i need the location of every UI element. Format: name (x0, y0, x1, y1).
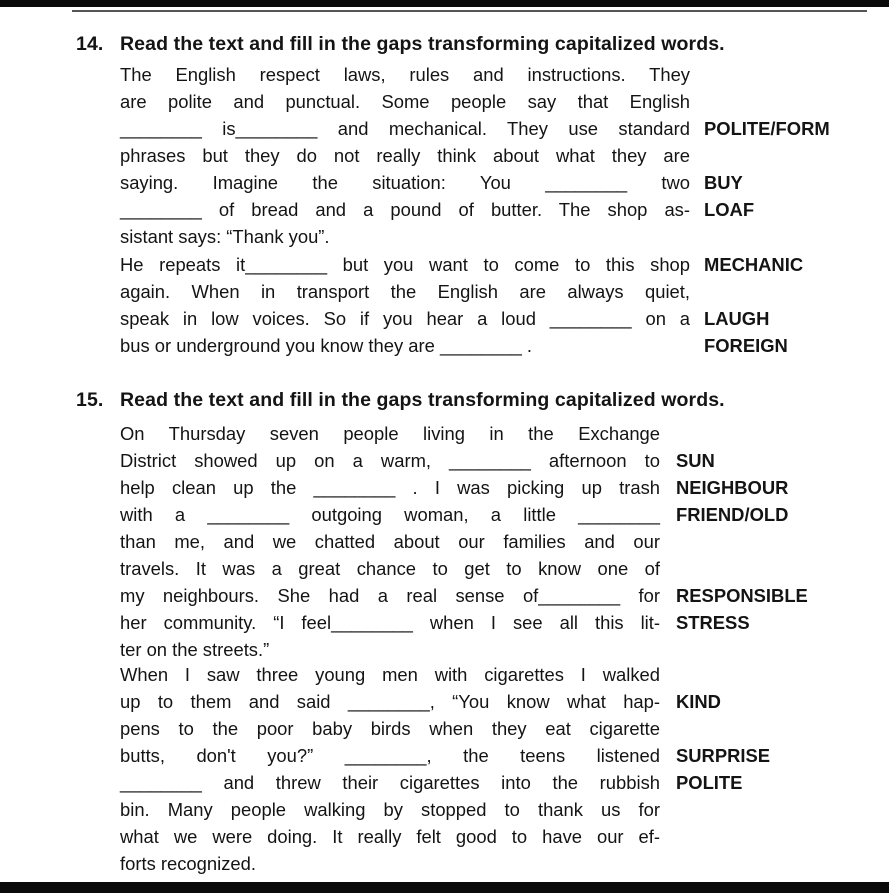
ex15-line: ter on the streets.” (120, 639, 270, 660)
ex15-keyword: STRESS (676, 612, 750, 633)
ex14-keyword: BUY (704, 172, 743, 193)
exercise-14-instruction: Read the text and fill in the gaps transforming capitalized words. (120, 33, 725, 55)
ex15-line: help clean up the ________ . I was picking up trash (120, 477, 660, 498)
ex15-keyword: FRIEND/OLD (676, 504, 789, 525)
ex15-line: ________ and threw their cigarettes into the rubbish (120, 772, 660, 793)
ex15-line: what we were doing. It really felt good to have our ef- (120, 826, 660, 847)
ex15-keyword: RESPONSIBLE (676, 585, 808, 606)
ex14-line: ________ is________ and mechanical. They use standard (120, 118, 690, 139)
ex15-line: butts, don't you?” ________, the teens listened (120, 745, 660, 766)
ex15-keyword: SUN (676, 450, 715, 471)
ex14-line: saying. Imagine the situation: You ________ two (120, 172, 690, 193)
ex15-line: than me, and we chatted about our families and our (120, 531, 660, 552)
ex15-line: with a ________ outgoing woman, a little ________ (120, 504, 660, 525)
ex14-line: again. When in transport the English are always quiet, (120, 281, 690, 302)
ex14-line: sistant says: “Thank you”. (120, 226, 330, 247)
ex15-line: up to them and said ________, “You know what hap- (120, 691, 660, 712)
ex15-line: her community. “I feel________ when I see all this lit- (120, 612, 660, 633)
ex15-line: forts recognized. (120, 853, 256, 874)
ex15-line: my neighbours. She had a real sense of________ for (120, 585, 660, 606)
ex15-keyword: POLITE (676, 772, 743, 793)
ex14-line: bus or underground you know they are ________ . (120, 335, 533, 356)
ex15-line: On Thursday seven people living in the Exchange (120, 423, 660, 444)
ex15-line: When I saw three young men with cigarettes I walked (120, 664, 660, 685)
exercise-14-heading (76, 33, 725, 56)
ex15-keyword: SURPRISE (676, 745, 771, 766)
ex15-line: bin. Many people walking by stopped to thank us for (120, 799, 660, 820)
ex15-line: pens to the poor baby birds when they eat cigarette (120, 718, 660, 739)
top-border (0, 0, 889, 7)
ex14-keyword: FOREIGN (704, 335, 788, 356)
ex14-keyword: LOAF (704, 199, 755, 220)
ex14-line: The English respect laws, rules and instructions. They (120, 64, 690, 85)
ex15-line: District showed up on a warm, ________ afternoon to (120, 450, 660, 471)
exercise-15-number: 15. (76, 389, 104, 411)
ex14-line: He repeats it________ but you want to come to this shop (120, 254, 690, 275)
ex14-line: ________ of bread and a pound of butter. The shop as- (120, 199, 690, 220)
exercise-15-heading (76, 389, 725, 412)
ex15-keyword: NEIGHBOUR (676, 477, 789, 498)
ex14-line: are polite and punctual. Some people say that English (120, 91, 690, 112)
ex15-line: travels. It was a great chance to get to know one of (120, 558, 660, 579)
ex14-keyword: MECHANIC (704, 254, 804, 275)
bottom-border (0, 882, 889, 893)
exercise-15-instruction: Read the text and fill in the gaps transforming capitalized words. (120, 389, 725, 411)
top-rule (72, 10, 867, 12)
ex14-keyword: LAUGH (704, 308, 770, 329)
ex14-line: speak in low voices. So if you hear a loud ________ on a (120, 308, 690, 329)
exercise-14-number: 14. (76, 33, 104, 55)
ex14-line: phrases but they do not really think about what they are (120, 145, 690, 166)
ex15-keyword: KIND (676, 691, 721, 712)
ex14-keyword: POLITE/FORM (704, 118, 830, 139)
